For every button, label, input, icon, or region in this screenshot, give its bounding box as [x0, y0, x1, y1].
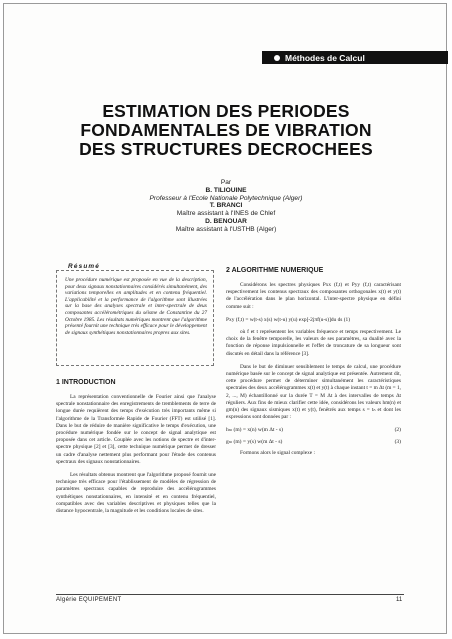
equation-3-number: (3) [394, 438, 401, 445]
introduction-paragraph-2: Les résultats obtenus montrent que l'algorithme proposé fournit une technique très efficace pour l'établissement de modèles de régression de paramètres spectraux capables de reproduire des accélérogrammes synthétiques nonstationnaires, en intensité et en contenu fréquentiel, compatibles avec des variables descriptives et physiques telles que la distance hypocentrale, la magnitude et les conditions locales de sites. [56, 472, 216, 515]
article-title [40, 102, 412, 159]
author-1-name: B. TILIOUINE [205, 186, 247, 194]
journal-name: Algérie EQUIPEMENT [56, 597, 122, 603]
page-number: 11 [396, 597, 403, 603]
equation-2 [226, 427, 401, 434]
equation-3-body: gₘ (m) = y(s) w(m Δt - s) [226, 438, 283, 445]
equation-1: Pxy (f,t) = w(t-s) x(s) w(t-u) y(u) exp[-2jπf(u-s)]du ds (1) [226, 316, 351, 323]
algorithm-paragraph-1: Considérons les spectres physiques Pxx (f,t) et Pyy (f,t) caractérisant respectivement les contenus spectraux des composantes orthogonales x(t) et y(t) de l'accélération dans le plan horizontal. L'inter-spectre physique en défini comme suit : [226, 282, 401, 310]
title-line-3: DES STRUCTURES DECROCHEES [79, 139, 373, 159]
section-header-band [262, 51, 448, 64]
equation-2-body: hₘ (m) = x(n) w(m Δt - s) [226, 427, 283, 434]
footer-rule [56, 594, 404, 595]
algorithm-paragraph-2: où f et t représentent les variables fréquence et temps respectivement. Le choix de la fenêtre temporelle, les valeurs de ses paramètres, sa dualité avec la fonction de réponse impulsionnelle et l'effet de troncature de sa longueur sont discutés en détail dans la référence [3]. [226, 329, 401, 357]
introduction-paragraph-1: La représentation conventionnelle de Fourier ainsi que l'analyse spectrale nonstationnaire des enregistrements de tremblements de terre de longue durée requièrent des temps d'exécution très importants même si l'algorithme de la Transformée Rapide de Fourier (FFT) est utilisé [1]. Dans le but de réduire de manière significative le temps d'exécution, une procédure numérique fondée sur le concept de signal analytique est proposée dans cet article. Couplée avec les notions de spectre et d'inter-spectre physique [2] et [3], cette technique numérique permet de dresser un cadre d'analyse nettement plus performant pour l'étude des contenus spectraux des signaux nonstationnaires. [56, 394, 216, 465]
algorithm-paragraph-4: Formons alors le signal complexe : [240, 449, 315, 456]
algorithm-paragraph-3: Dans le but de diminuer sensiblement le temps de calcul, une procédure numérique basée sur le concept de signal analytique est présentée. Autrement dit, cette procédure permet de déterminer simultanément les caractéristiques spectrales des deux accélérogrammes x(t) et y(t) à chaque instant t = m Δt (m = 1, 2, ..., M) échantillonné sur la durée T = M Δt à des intervalles de temps Δt réguliers. Aux fins de mieux clarifier cette idée, considérons les valeurs hm(n) et gm(n) des signaux sismiques x(t) et y(t), fenêtrés aux temps s = tₙ et dont les expressions sont données par : [226, 363, 401, 421]
author-2-role: Maître assistant à l'INES de Chlef [176, 210, 276, 218]
abstract-text: Une procédure numérique est proposée en vue de la description, pour deux signaux nonstationnaires considérés simultanément, des variations temporelles en amplitudes et en contenu fréquentiel. L'applicabilité et la performance de l'algorithme sont illustrées sur la base des analyses spectrale et inter-spectrale de deux composantes accélérométriques du séisme de Constantine du 27 Octobre 1985. Les résultats numériques montrent que l'algorithme présenté fournit une technique très efficace pour le développement de signaux synthétiques nonstationnaires propres aux sites. [65, 277, 207, 336]
introduction-heading: 1 INTRODUCTION [56, 379, 116, 386]
author-2-name: T. BRANCI [209, 202, 243, 210]
equation-3 [226, 439, 401, 446]
author-1-role: Professeur à l'Ecole Nationale Polytechnique (Alger) [149, 194, 303, 202]
section-label: Méthodes de Calcul [285, 52, 365, 63]
algorithm-heading: 2 ALGORITHME NUMERIQUE [226, 267, 324, 274]
left-column [56, 378, 216, 521]
equation-2-number: (2) [394, 427, 401, 434]
right-column [226, 266, 401, 463]
author-3-role: Maître assistant à l'USTHB (Alger) [175, 225, 277, 233]
abstract-box [56, 270, 214, 366]
title-line-2: FONDAMENTALES DE VIBRATION [80, 120, 372, 140]
by-label: Par [220, 179, 232, 186]
author-3-name: D. BENOUAR [205, 217, 247, 225]
bullet-icon [274, 55, 280, 61]
title-line-1: ESTIMATION DES PERIODES [102, 101, 350, 121]
abstract-label: Résumé [64, 263, 104, 270]
author-block [80, 179, 372, 234]
